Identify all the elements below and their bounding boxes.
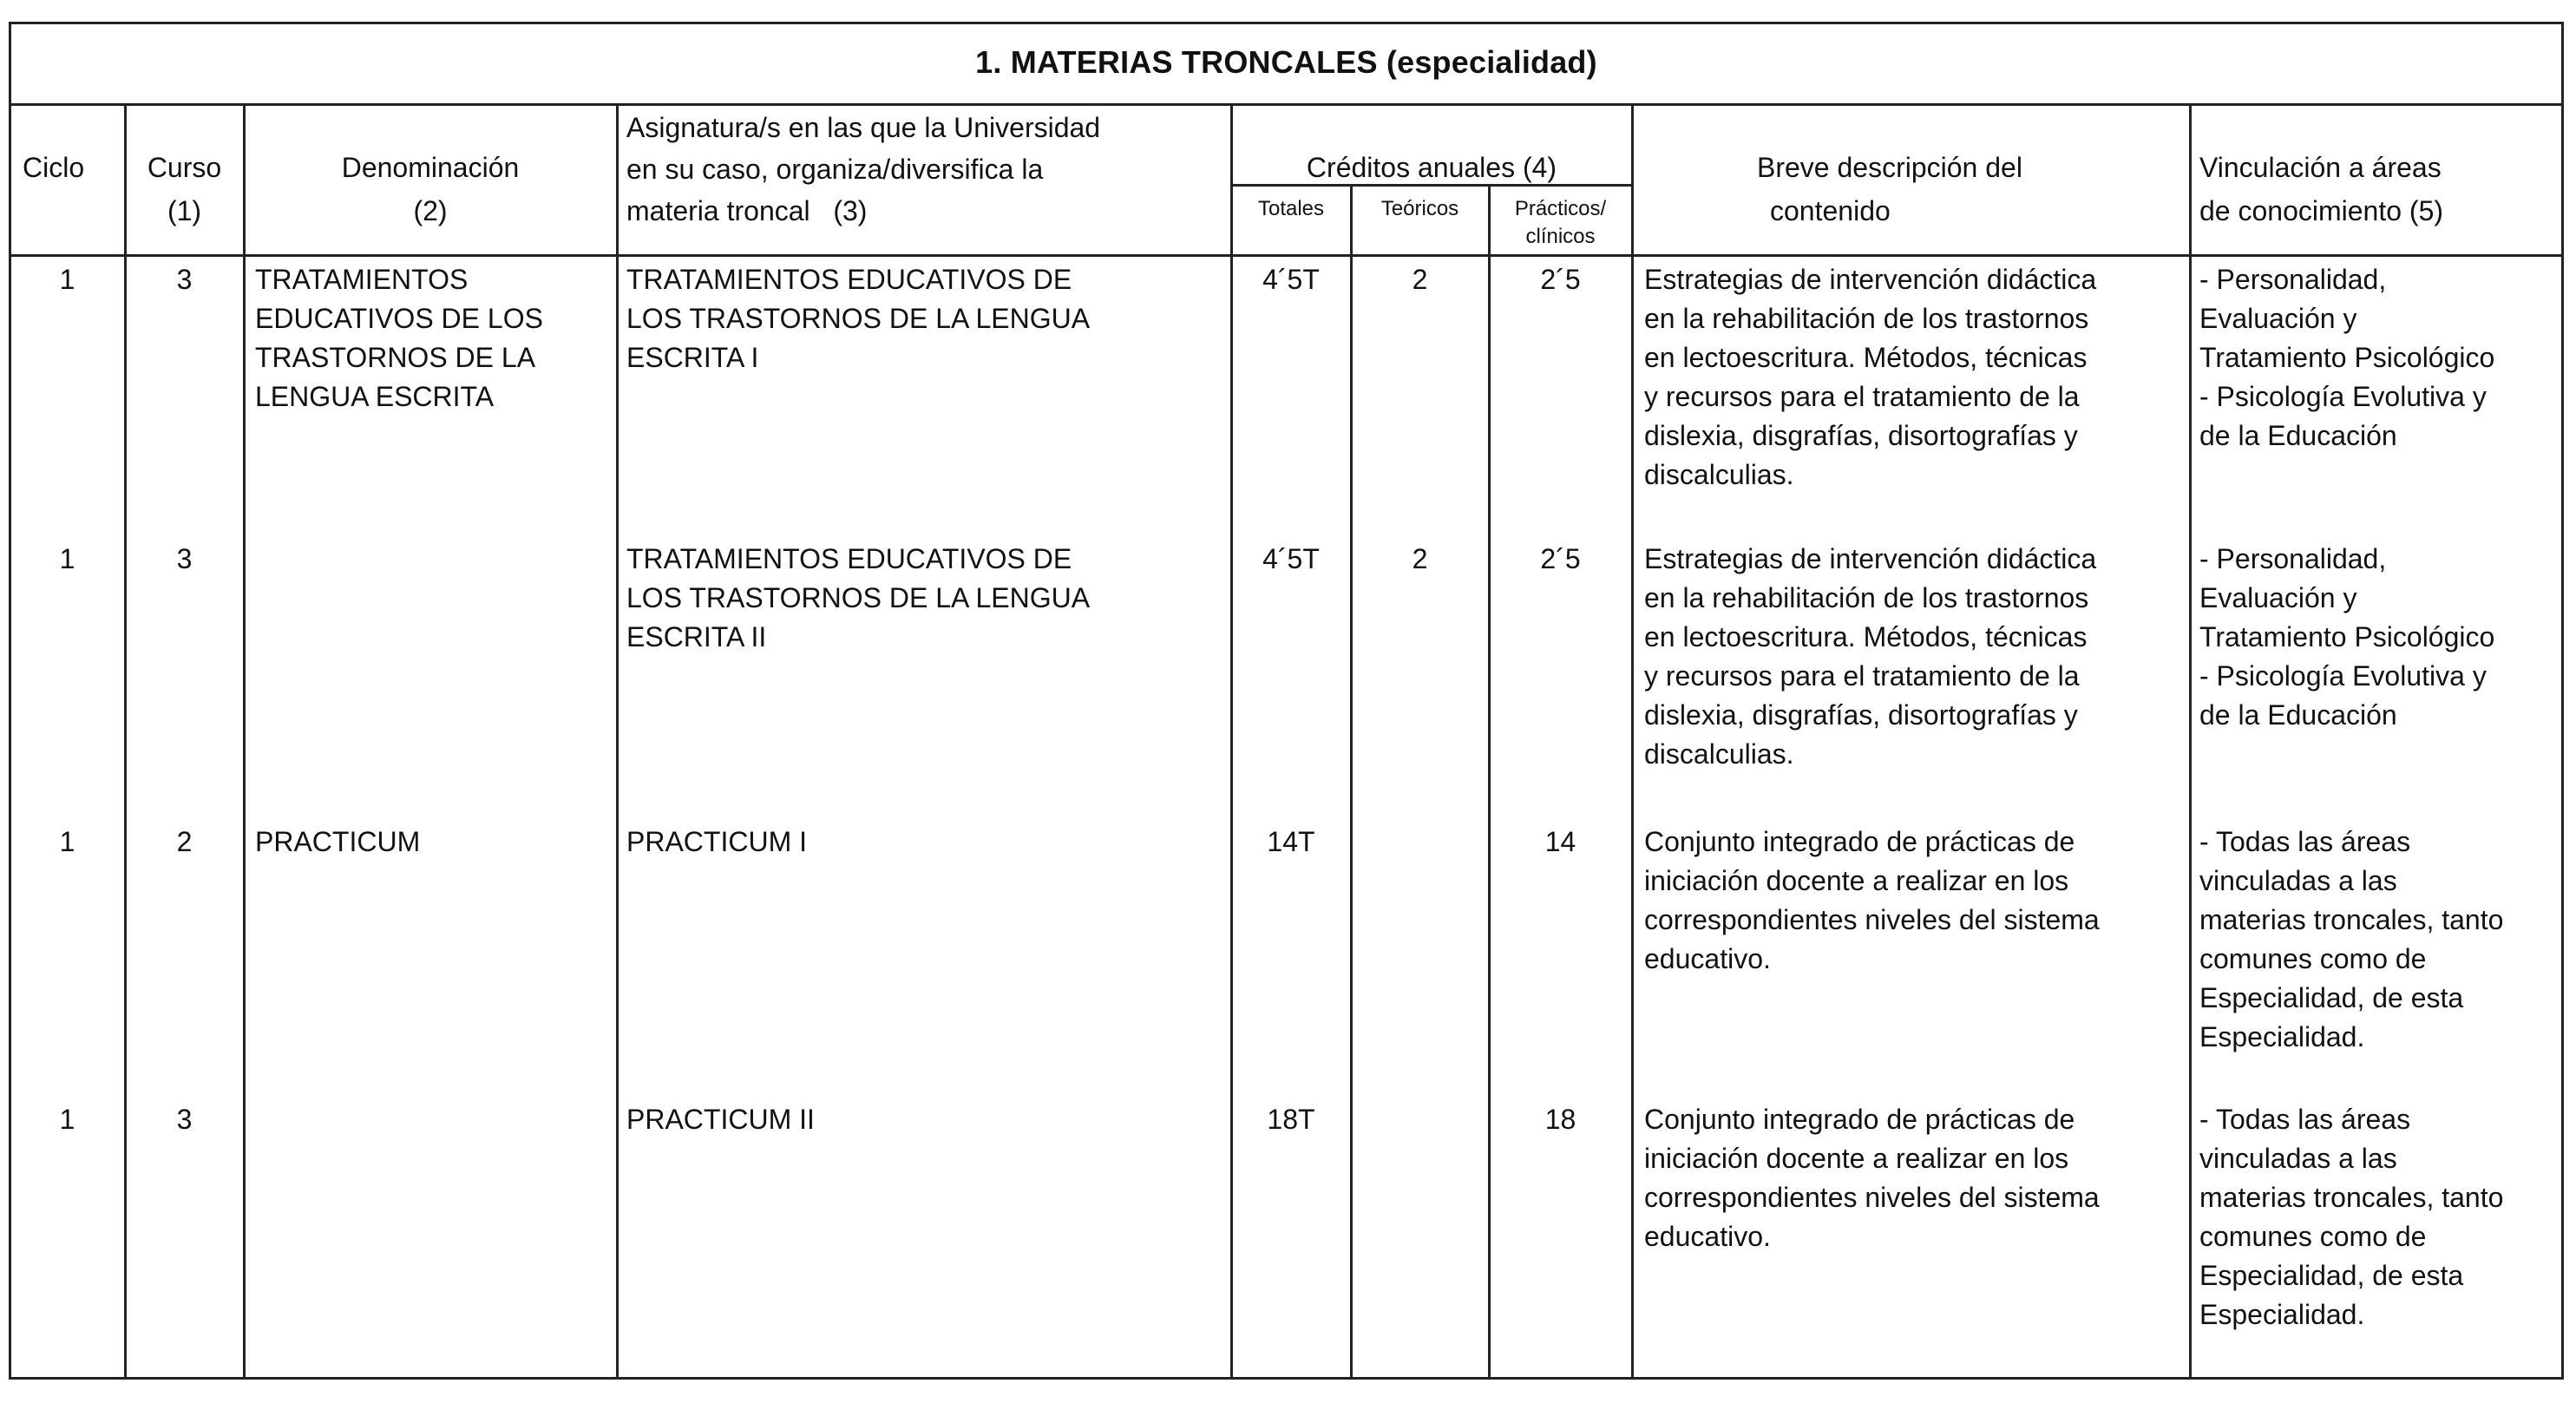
header-denominacion-note: (2) [413,195,448,226]
cell-line: Estrategias de intervención didáctica [1644,264,2097,295]
cell-teoricos: 2 [1412,264,1428,295]
cell-ciclo: 1 [59,1104,75,1135]
cell-curso: 2 [176,826,193,857]
cell-line: LOS TRASTORNOS DE LA LENGUA [626,303,1091,334]
header-creditos: Créditos anuales (4) [1306,152,1557,183]
cell-line: en lectoescritura. Métodos, técnicas [1644,342,2088,373]
cell-line: en la rehabilitación de los trastornos [1644,303,2089,334]
cell-line: en la rehabilitación de los trastornos [1644,582,2089,613]
cell-line: LENGUA ESCRITA [255,381,495,412]
cell-asignatura [626,260,1225,377]
cell-line: - Personalidad, [2199,543,2387,574]
cell-descripcion [1644,1100,2186,1256]
cell-asignatura [626,1100,1225,1139]
cell-curso: 3 [176,1104,193,1135]
cell-line: dislexia, disgrafías, disortografías y [1644,420,2078,451]
cell-line: TRATAMIENTOS EDUCATIVOS DE [626,264,1072,295]
cell-line: Evaluación y [2199,303,2357,334]
cell-line: - Psicología Evolutiva y [2199,381,2487,412]
cell-line: Conjunto integrado de prácticas de [1644,826,2075,857]
cell-curso: 3 [176,543,193,574]
cell-line: vinculadas a las [2199,1143,2397,1174]
cell-line: LOS TRASTORNOS DE LA LENGUA [626,582,1091,613]
col-divider [1488,184,1491,1380]
header-denominacion: Denominación [341,152,520,183]
cell-ciclo: 1 [59,543,75,574]
header-descripcion-line1: Breve descripción del [1757,152,2022,183]
header-asignatura-line2: en su caso, organiza/diversifica la [626,154,1044,185]
cell-line: PRACTICUM II [626,1104,815,1135]
col-divider [1631,106,1634,1380]
cell-totales: 14T [1267,826,1315,857]
cell-line: dislexia, disgrafías, disortografías y [1644,699,2078,731]
cell-descripcion [1644,540,2186,774]
cell-teoricos: 2 [1412,543,1428,574]
cell-vinculacion [2199,540,2564,735]
col-divider [1350,184,1353,1380]
cell-line: - Psicología Evolutiva y [2199,660,2487,692]
cell-line: - Personalidad, [2199,264,2387,295]
cell-asignatura [626,823,1225,862]
header-asignatura-line1: Asignatura/s en las que la Universidad [626,112,1101,143]
header-vinculacion-line2: de conocimiento (5) [2199,195,2444,226]
cell-line: ESCRITA I [626,342,759,373]
cell-denominacion [255,260,611,416]
cell-descripcion [1644,260,2186,495]
cell-line: educativo. [1644,943,1771,974]
cell-line: materias troncales, tanto [2199,1182,2504,1213]
cell-line: Especialidad, de esta [2199,982,2464,1013]
cell-line: PRACTICUM I [626,826,807,857]
cell-line: educativo. [1644,1221,1771,1252]
cell-vinculacion [2199,1100,2564,1334]
cell-line: discalculias. [1644,459,1794,490]
header-totales: Totales [1257,197,1325,220]
cell-practicos: 2´5 [1540,543,1581,574]
header-bottom-line [9,254,2564,257]
header-curso: Curso [147,152,222,183]
col-divider [616,106,619,1380]
cell-line: de la Educación [2199,699,2397,731]
header-teoricos: Teóricos [1380,197,1459,220]
cell-curso: 3 [176,264,193,295]
header-vinculacion-line1: Vinculación a áreas [2199,152,2442,183]
header-practicos-line1: Prácticos/ [1514,197,1607,220]
cell-line: - Todas las áreas [2199,826,2411,857]
cell-line: PRACTICUM [255,826,421,857]
cell-line: discalculias. [1644,738,1794,770]
cell-line: TRASTORNOS DE LA [255,342,536,373]
cell-line: EDUCATIVOS DE LOS [255,303,543,334]
cell-line: Tratamiento Psicológico [2199,621,2495,652]
cell-line: correspondientes niveles del sistema [1644,1182,2100,1213]
cell-line: iniciación docente a realizar en los [1644,865,2069,896]
table-title: 1. MATERIAS TRONCALES (especialidad) [975,44,1597,80]
cell-line: correspondientes niveles del sistema [1644,904,2100,935]
cell-line: ESCRITA II [626,621,767,652]
cell-line: en lectoescritura. Métodos, técnicas [1644,621,2088,652]
header-asignatura-line3: materia troncal (3) [626,195,868,226]
cell-practicos: 14 [1544,826,1576,857]
cell-line: vinculadas a las [2199,865,2397,896]
cell-line: Especialidad. [2199,1021,2365,1052]
cell-line: TRATAMIENTOS [255,264,469,295]
cell-line: iniciación docente a realizar en los [1644,1143,2069,1174]
cell-line: Estrategias de intervención didáctica [1644,543,2097,574]
cell-line: materias troncales, tanto [2199,904,2504,935]
cell-vinculacion [2199,823,2564,1057]
cell-line: Conjunto integrado de prácticas de [1644,1104,2075,1135]
cell-line: Especialidad. [2199,1299,2365,1330]
cell-practicos: 2´5 [1540,264,1581,295]
cell-line: comunes como de [2199,1221,2427,1252]
cell-asignatura [626,540,1225,657]
cell-vinculacion [2199,260,2564,456]
cell-practicos: 18 [1544,1104,1576,1135]
cell-line: comunes como de [2199,943,2427,974]
cell-denominacion [255,823,611,862]
cell-totales: 4´5T [1262,543,1320,574]
header-curso-note: (1) [167,195,202,226]
table-title-row [9,22,2564,106]
cell-line: Evaluación y [2199,582,2357,613]
cell-line: y recursos para el tratamiento de la [1644,660,2080,692]
col-divider [243,106,246,1380]
cell-line: de la Educación [2199,420,2397,451]
cell-totales: 18T [1267,1104,1315,1135]
header-practicos-line2: clínicos [1525,225,1596,248]
cell-line: Tratamiento Psicológico [2199,342,2495,373]
header-ciclo: Ciclo [23,152,85,183]
cell-line: Especialidad, de esta [2199,1260,2464,1291]
header-descripcion-line2: contenido [1770,195,1891,226]
cell-descripcion [1644,823,2186,979]
cell-line: - Todas las áreas [2199,1104,2411,1135]
col-divider [2189,106,2192,1380]
cell-line: TRATAMIENTOS EDUCATIVOS DE [626,543,1072,574]
cell-ciclo: 1 [59,826,75,857]
cell-ciclo: 1 [59,264,75,295]
cell-totales: 4´5T [1262,264,1320,295]
cell-line: y recursos para el tratamiento de la [1644,381,2080,412]
